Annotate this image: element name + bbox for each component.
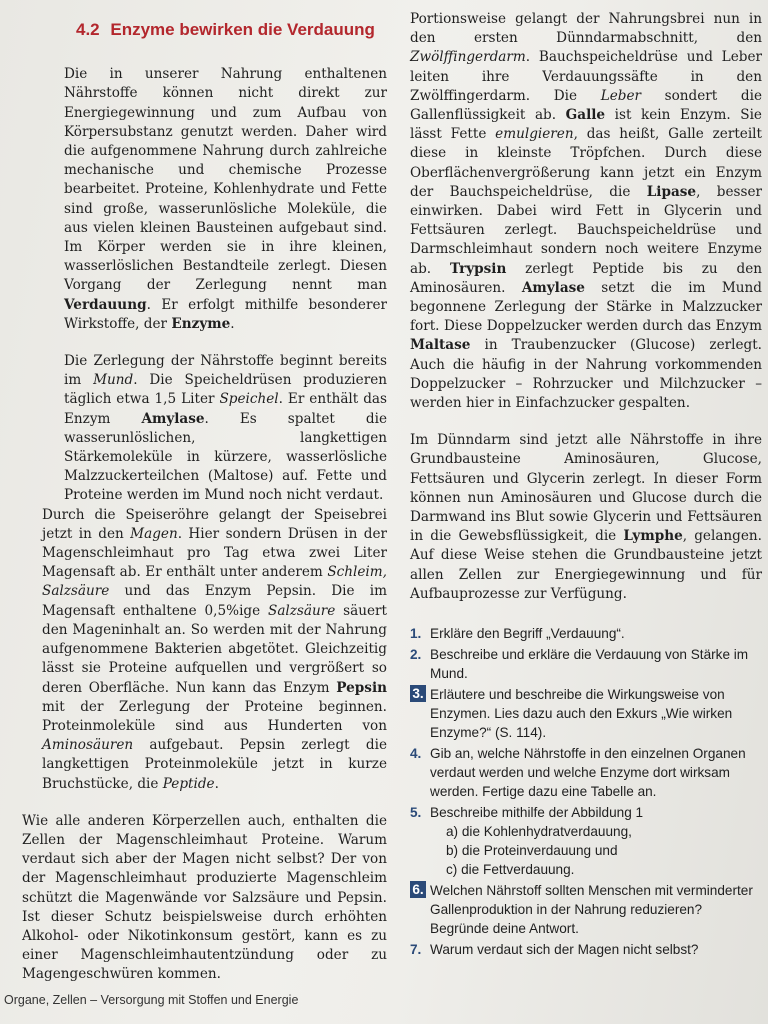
task-subitem: b) die Proteinverdauung und — [446, 843, 618, 859]
term-speichel: Speichel — [219, 391, 279, 408]
task-text: Beschreibe und erkläre die Verdauung von Stärke im Mund. — [430, 647, 749, 682]
term-magen: Magen — [130, 525, 178, 542]
term-salzsaeure: Salzsäure — [42, 583, 110, 600]
task-number: 4. — [410, 746, 422, 762]
term-maltase: Maltase — [410, 337, 471, 354]
term-enzyme: Enzyme — [171, 315, 231, 332]
term-zwoelffingerdarm: Zwölffingerdarm — [410, 49, 526, 66]
term-aminosaeuren: Aminosäuren — [42, 737, 134, 754]
term-trypsin: Trypsin — [449, 260, 507, 277]
term-amylase: Amylase — [141, 410, 205, 427]
task-text: Erkläre den Begriff „Verdauung“. — [430, 626, 625, 642]
term-amylase-2: Amylase — [521, 279, 585, 296]
paragraph-self-digestion: Wie alle anderen Körperzellen auch, enthalten die Zellen der Magenschleimhaut Proteine. Warum verdaut sich aber der Magen nicht selbst? Der von der Magenschleimhaut produzierte Magenschleim schützt die Magenwände vor Salzsäure und Pepsin. Ist dieser Schutz beispielsweise durch erhöhten Alkohol- oder Nikotinkonsum gestört, kann es zu einer Magenschleimhautentzündung oder zu Magengeschwüren kommen. — [22, 812, 387, 983]
paragraph-absorption: Im Dünndarm sind jetzt alle Nährstoffe in ihre Grundbausteine Aminosäuren, Glucose, Fettsäuren und Glycerin zerlegt. In dieser Form können nun Aminosäuren und Glucose durch die Darmwand ins Blut sowie Glycerin und Fettsäuren in die Gewebsflüssigkeit, die Lymphe, gelangen. Auf diese Weise stehen die Grundbausteine jetzt allen Zellen zur Energiegewinnung und für Aufbauprozesse zur Verfügung. — [410, 432, 763, 602]
task-subitem: c) die Fettverdauung. — [446, 862, 575, 878]
left-column — [22, 0, 387, 1000]
task-item — [410, 881, 762, 938]
term-emulgieren: emulgieren — [495, 126, 574, 143]
section-title — [76, 20, 387, 39]
task-number-boxed: 3. — [410, 685, 426, 702]
term-lymphe: Lymphe — [623, 528, 683, 545]
task-subitem: a) die Kohlenhydratverdauung, — [446, 824, 632, 840]
term-lipase: Lipase — [646, 183, 697, 200]
right-column — [410, 0, 762, 1000]
term-salzsaeure-2: Salzsäure — [268, 602, 336, 619]
task-item — [410, 744, 762, 801]
term-peptide: Peptide — [162, 775, 215, 792]
section-number: 4.2 — [76, 20, 100, 39]
task-number: 1. — [410, 626, 422, 642]
term-verdauung: Verdauung — [64, 296, 147, 313]
task-text: Gib an, welche Nährstoffe in den einzelnen Organen verdaut werden und welche Enzyme dort wirksam werden. Fertige dazu eine Tabelle an. — [430, 746, 746, 800]
paragraph-small-intestine: Portionsweise gelangt der Nahrungsbrei nun in den ersten Dünndarmabschnitt, den Zwölffingerdarm. Bauchspeicheldrüse und Leber leiten ihre Verdauungssäfte in den Zwölffingerdarm. Die Leber sondert die Gallenflüssigkeit ab. Galle ist kein Enzym. Sie lässt Fette emulgieren, das heißt, Galle zerteilt diese in kleinste Tröpfchen. Durch diese Oberflächenvergrößerung kann jetzt ein Enzym der Bauchspeicheldrüse, die Lipase, besser einwirken. Dabei wird Fett in Glycerin und Fettsäuren zerlegt. Bauchspeicheldrüse und Darmschleimhaut sondern noch weitere Enzyme ab. Trypsin zerlegt Peptide bis zu den Aminosäuren. Amylase setzt die im Mund begonnene Zerlegung der Stärke in Malzzucker fort. Diese Doppelzucker werden durch das Enzym Maltase in Traubenzucker (Glucose) zerlegt. Auch die häufig in der Nahrung vorkommenden Doppelzucker – Rohrzucker und Milchzucker – werden hier in Einfachzucker gespalten. — [410, 11, 762, 412]
task-number: 2. — [410, 647, 422, 663]
term-leber: Leber — [600, 87, 642, 104]
task-number-boxed: 6. — [410, 881, 426, 898]
task-number: 5. — [410, 805, 422, 821]
section-heading: Enzyme bewirken die Verdauung — [110, 20, 375, 39]
term-schleim: Schleim — [327, 564, 383, 581]
task-item — [410, 624, 762, 643]
paragraph-mouth: Die Zerlegung der Nährstoffe beginnt bereits im Mund. Die Speicheldrüsen produzieren täglich etwa 1,5 Liter Speichel. Er enthält das Enzym Amylase. Es spaltet die wasserunlöslichen, langkettigen Stärkemoleküle in kürzere, wasserlösliche Malzzuckerteilchen (Maltose) auf. Fette und Proteine werden im Mund noch nicht verdaut. — [64, 353, 387, 504]
task-item — [410, 685, 762, 742]
task-item — [410, 940, 762, 959]
task-number: 7. — [410, 942, 422, 958]
term-mund: Mund — [93, 372, 134, 389]
task-text: Beschreibe mithilfe der Abbildung 1 — [430, 805, 644, 821]
task-item — [410, 645, 762, 683]
task-text: Warum verdaut sich der Magen nicht selbst? — [430, 942, 699, 958]
task-text: Welchen Nährstoff sollten Menschen mit verminderter Gallenproduktion in der Nahrung reduzieren? Begründe deine Antwort. — [430, 883, 753, 937]
paragraph-stomach: Durch die Speiseröhre gelangt der Speisebrei jetzt in den Magen. Hier sondern Drüsen in der Magenschleimhaut pro Tag etwa zwei Liter Magensaft ab. Er enthält unter anderem Schleim, Salzsäure und das Enzym Pepsin. Die im Magensaft enthaltene 0,5%ige Salzsäure säuert den Mageninhalt an. So werden mit der Nahrung aufgenommene Bakterien abgetötet. Gleichzeitig lässt sie Proteine aufquellen und vergrößert so deren Oberfläche. Nun kann das Enzym Pepsin mit der Zerlegung der Proteine beginnen. Proteinmoleküle sind aus Hunderten von Aminosäuren aufgebaut. Pepsin zerlegt die langkettigen Proteinmoleküle jetzt in kurze Bruchstücke, die Peptide. — [42, 506, 387, 792]
paragraph-intro: Die in unserer Nahrung enthaltenen Nährstoffe können nicht direkt zur Energiegewinnung und zum Aufbau von Körpersubstanz genutzt werden. Daher wird die aufgenommene Nahrung durch zahlreiche mechanische und chemische Prozesse bearbeitet. Proteine, Kohlenhydrate und Fette sind große, wasserunlösliche Moleküle, die aus vielen kleinen Bausteinen aufgebaut sind. Im Körper werden sie in ihre kleinen, wasserlöslichen Bestandteile zerlegt. Diesen Vorgang der Zerlegung nennt man Verdauung. Er erfolgt mithilfe besonderer Wirkstoffe, der Enzyme. — [64, 66, 387, 332]
task-item — [410, 803, 762, 879]
page-footer: Organe, Zellen – Versorgung mit Stoffen und Energie — [4, 993, 299, 1007]
task-text: Erläutere und beschreibe die Wirkungsweise von Enzymen. Lies dazu auch den Exkurs „Wie wirken Enzyme?“ (S. 114). — [430, 687, 733, 741]
task-list — [410, 624, 762, 959]
term-galle: Galle — [565, 107, 606, 124]
term-pepsin: Pepsin — [336, 679, 387, 696]
